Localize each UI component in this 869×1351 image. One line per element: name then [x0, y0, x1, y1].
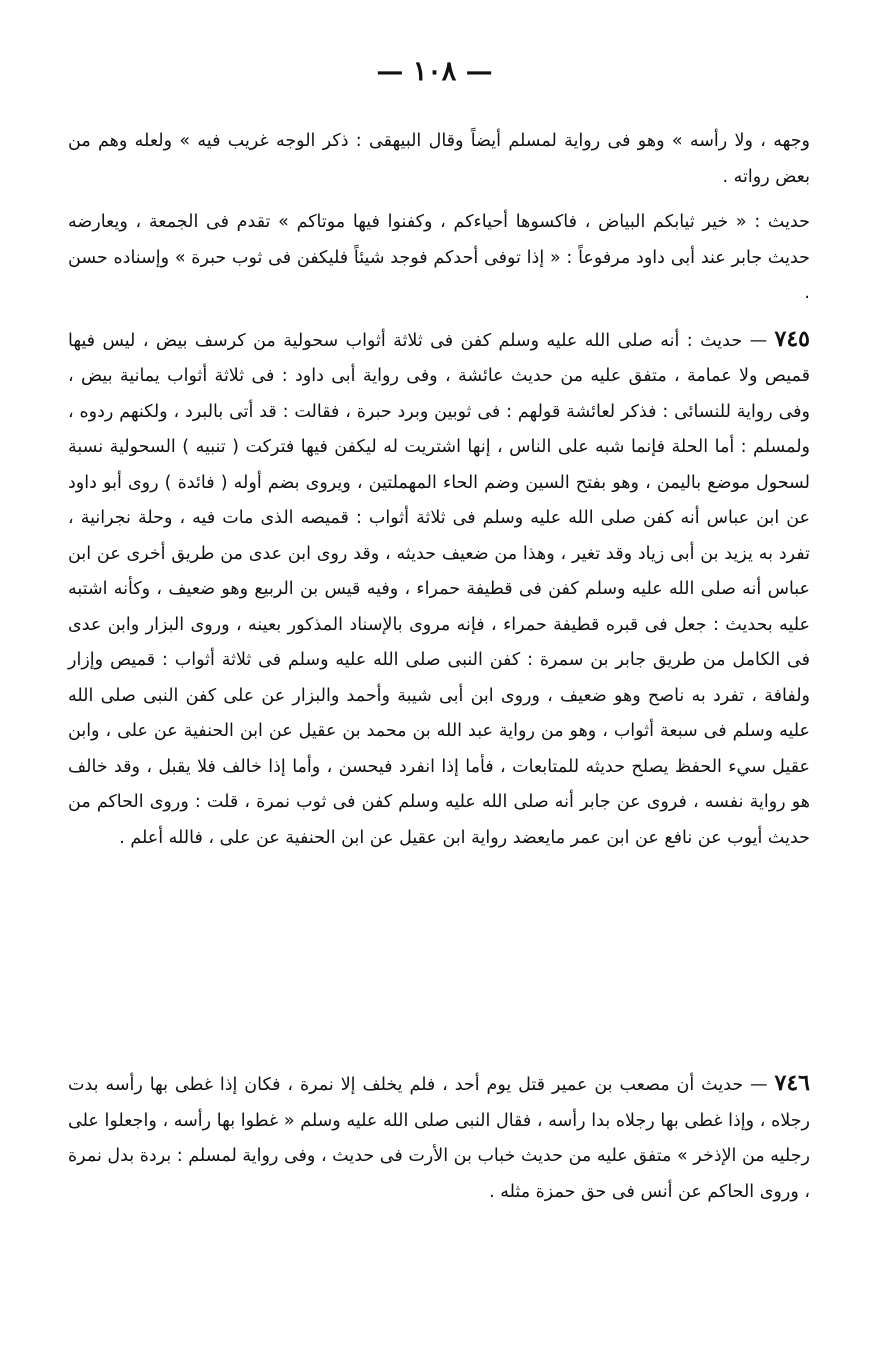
- paragraph-hadith-white-clothes: [68, 205, 810, 312]
- paragraph-text: — حديث : أنه صلى الله عليه وسلم كفن فى ثلاثة أثواب سحولية من كرسف بيض ، ليس فيها قميص ولا عمامة ، متفق عليه من حديث عائشة ، وفى رواية أبى داود : فى ثلاثة أثواب يمانية بيض ، وفى رواية للنسائى : فذكر لعائشة قولهم : فى ثوبين وبرد حبرة ، فقالت : قد أتى بالبرد ، ولكنهم ردوه ، ولمسلم : أما الحلة فإنما شبه على الناس ، إنها اشتريت له ليكفن فيها فتركت ( تنبيه ) السحولية نسبة لسحول موضع باليمن ، وهو بفتح السين وضم الحاء المهملتين ، ويروى بضم أوله ( فائدة ) روى أبو داود عن ابن عباس أنه كفن صلى الله عليه وسلم فى ثلاثة أثواب : قميصه الذى مات فيه ، وحلة نجرانية ، تفرد به يزيد بن أبى زياد وقد تغير ، وهذا من ضعيف حديثه ، وقد روى ابن عدى من طريق أخرى عن ابن عباس أنه صلى الله عليه وسلم كفن فى قطيفة حمراء ، وفيه قيس بن الربيع وهو ضعيف ، وكأنه اشتبه عليه بحديث : جعل فى قبره قطيفة حمراء ، فإنه مروى بالإسناد المذكور بعينه ، وروى البزار وابن عدى فى الكامل من طريق جابر بن سمرة : كفن النبى صلى الله عليه وسلم فى ثلاثة أثواب : قميص وإزار ولفافة ، تفرد به ناصح وهو ضعيف ، وروى ابن أبى شيبة وأحمد والبزار عن على كفن النبى صلى الله عليه وسلم فى سبعة أثواب ، وهو من رواية عبد الله بن محمد بن عقيل عن ابن الحنفية عن على ، وابن عقيل سيء الحفظ يصلح حديثه للمتابعات ، فأما إذا انفرد فيحسن ، وأما إذا خالف فلا يقبل ، وقد خالف هو رواية نفسه ، فروى عن جابر أنه صلى الله عليه وسلم كفن فى ثوب نمرة ، قلت : وروى الحاكم من حديث أيوب عن نافع عن ابن عمر مايعضد رواية ابن عقيل عن ابن الحنفية عن على ، فالله أعلم .: [68, 330, 810, 848]
- paragraph-entry-746: [68, 1066, 810, 1210]
- entry-number: ٧٤٥: [774, 325, 810, 352]
- paragraph-continuation: [68, 124, 810, 195]
- body-text-top: [68, 124, 810, 856]
- paragraph-text: وجهه ، ولا رأسه » وهو فى رواية لمسلم أيضاً وقال البيهقى : ذكر الوجه غريب فيه » ولعله وهم من بعض رواته .: [68, 131, 810, 187]
- page-number: — ١٠٨ —: [376, 56, 493, 87]
- paragraph-text: — حديث أن مصعب بن عمير قتل يوم أحد ، فلم يخلف إلا نمرة ، فكان إذا غطى بها رأسه بدت رجلاه ، وإذا غطى بها رجلاه بدا رأسه ، فقال النبى صلى الله عليه وسلم « غطوا بها رأسه ، واجعلوا على رجليه من الإذخر » متفق عليه من حديث خباب بن الأرت فى حديث ، وفى رواية لمسلم : بردة بدل نمرة ، وروى الحاكم عن أنس فى حق حمزة مثله .: [68, 1075, 810, 1202]
- paragraph-entry-745: [68, 322, 810, 857]
- paragraph-text: حديث : « خير ثيابكم البياض ، فاكسوها أحياءكم ، وكفنوا فيها موتاكم » تقدم فى الجمعة ، ويعارضه حديث جابر عند أبى داود مرفوعاً : « إذا توفى أحدكم فوجد شيئاً فليكفن فى ثوب حبرة » وإسناده حسن .: [68, 212, 810, 303]
- body-text-bottom: [68, 1066, 810, 1210]
- entry-number: ٧٤٦: [774, 1070, 810, 1096]
